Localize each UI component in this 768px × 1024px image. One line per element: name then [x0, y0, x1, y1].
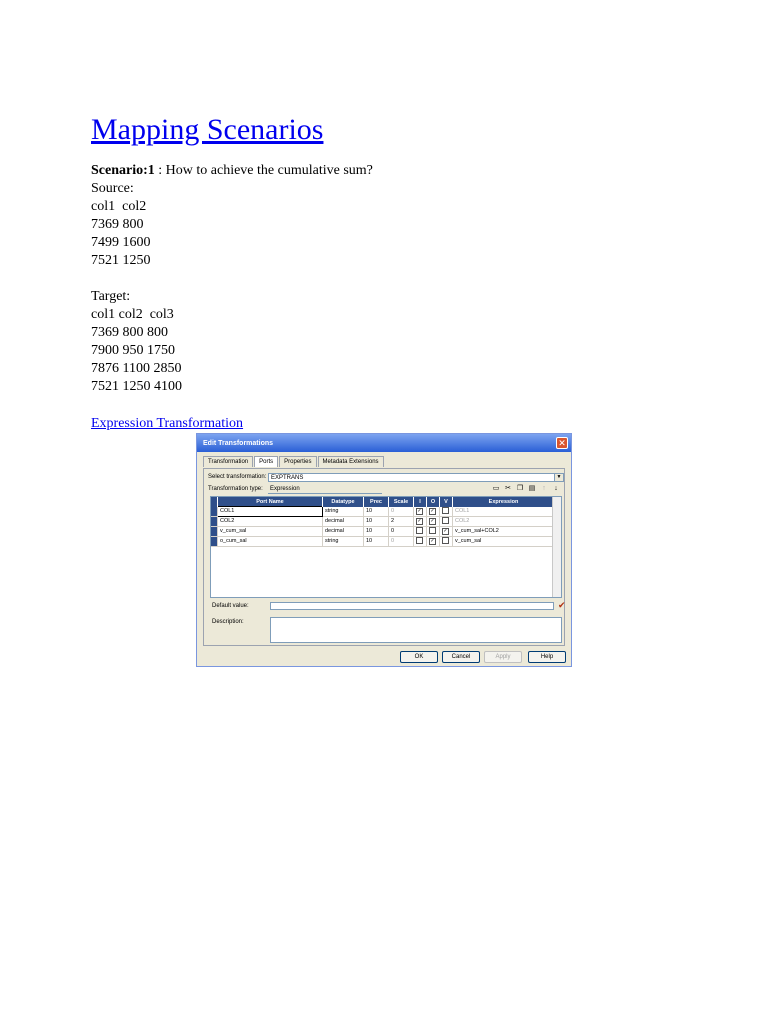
ok-button[interactable]: OK: [400, 651, 438, 663]
document: [91, 110, 731, 433]
scale-cell[interactable]: 0: [389, 526, 414, 536]
datatype-cell[interactable]: decimal: [323, 526, 364, 536]
transformation-type-value: Expression: [268, 485, 382, 494]
select-transformation-dropdown[interactable]: [268, 473, 564, 482]
ports-toolbar: [492, 485, 560, 493]
source-label: Source:: [91, 181, 134, 196]
input-checkbox[interactable]: [416, 537, 423, 544]
table-header-row: [211, 497, 555, 507]
input-checkbox[interactable]: ✓: [417, 507, 422, 514]
port-name-cell[interactable]: COL2: [218, 516, 323, 526]
select-transformation-value: EXPTRANS: [271, 475, 304, 481]
new-port-icon[interactable]: ▭: [492, 485, 500, 492]
target-line: 7876 1100 2850: [91, 361, 182, 376]
default-value-label: Default value:: [212, 603, 249, 609]
cut-icon[interactable]: ✂: [505, 485, 511, 492]
target-label: Target:: [91, 289, 131, 304]
move-up-icon[interactable]: ↑: [542, 485, 546, 492]
expression-cell[interactable]: COL2: [453, 516, 555, 526]
output-checkbox[interactable]: ✓: [430, 517, 435, 524]
description-input[interactable]: [270, 617, 562, 643]
port-name-cell[interactable]: v_cum_sal: [218, 526, 323, 536]
edit-transformations-dialog: [196, 433, 572, 667]
column-header[interactable]: Expression: [453, 497, 555, 507]
cancel-button[interactable]: Cancel: [442, 651, 480, 663]
column-header[interactable]: Datatype: [323, 497, 364, 507]
default-value-input[interactable]: [270, 602, 554, 610]
port-name-cell[interactable]: COL1: [218, 507, 323, 517]
ports-table: [211, 497, 555, 547]
output-checkbox[interactable]: ✓: [430, 537, 435, 544]
column-header[interactable]: I: [414, 497, 427, 507]
prec-cell[interactable]: 10: [364, 536, 389, 546]
column-header[interactable]: O: [427, 497, 440, 507]
transformation-type-label: Transformation type:: [208, 486, 263, 492]
prec-cell[interactable]: 10: [364, 516, 389, 526]
ports-panel: [203, 468, 565, 646]
table-row[interactable]: [211, 526, 555, 536]
prec-cell[interactable]: 10: [364, 526, 389, 536]
expression-transformation-link[interactable]: Expression Transformation: [91, 416, 244, 431]
output-checkbox[interactable]: [429, 527, 436, 534]
expression-cell[interactable]: COL1: [453, 507, 555, 517]
page-title: Mapping Scenarios: [91, 113, 324, 146]
source-line: 7369 800: [91, 217, 144, 232]
variable-checkbox[interactable]: [442, 537, 449, 544]
datatype-cell[interactable]: string: [323, 507, 364, 517]
grid-scrollbar[interactable]: [552, 497, 561, 597]
scale-cell[interactable]: 0: [389, 507, 414, 517]
tab-strip: [203, 456, 385, 467]
dialog-title: Edit Transformations: [203, 439, 274, 447]
target-line: 7521 1250 4100: [91, 379, 182, 394]
output-checkbox[interactable]: ✓: [430, 507, 435, 514]
table-row[interactable]: [211, 536, 555, 546]
tab-transformation[interactable]: Transformation: [203, 456, 253, 467]
scenario-line: [91, 162, 731, 180]
help-button[interactable]: Help: [528, 651, 566, 663]
table-row[interactable]: [211, 507, 555, 517]
description-label: Description:: [212, 619, 244, 625]
target-line: 7369 800 800: [91, 325, 168, 340]
validate-checkmark-icon[interactable]: ✔: [558, 600, 566, 610]
tab-metadata-extensions[interactable]: Metadata Extensions: [318, 456, 384, 467]
input-checkbox[interactable]: [416, 527, 423, 534]
expression-cell[interactable]: v_cum_sal: [453, 536, 555, 546]
dialog-titlebar: [197, 434, 571, 452]
column-header[interactable]: V: [440, 497, 453, 507]
source-line: 7521 1250: [91, 253, 151, 268]
expression-cell[interactable]: v_cum_sal+COL2: [453, 526, 555, 536]
table-row[interactable]: [211, 516, 555, 526]
scenario-label: Scenario:1: [91, 163, 155, 178]
source-line: col1 col2: [91, 199, 147, 214]
apply-button[interactable]: Apply: [484, 651, 522, 663]
chevron-down-icon[interactable]: ▼: [554, 474, 563, 481]
tab-ports[interactable]: Ports: [254, 456, 278, 467]
paste-icon[interactable]: ▤: [528, 485, 536, 492]
copy-icon[interactable]: ❐: [516, 485, 524, 492]
datatype-cell[interactable]: decimal: [323, 516, 364, 526]
close-icon[interactable]: ✕: [556, 437, 568, 449]
input-checkbox[interactable]: ✓: [417, 517, 422, 524]
tab-properties[interactable]: Properties: [279, 456, 316, 467]
column-header[interactable]: Prec: [364, 497, 389, 507]
variable-checkbox[interactable]: [442, 507, 449, 514]
target-line: col1 col2 col3: [91, 307, 174, 322]
target-line: 7900 950 1750: [91, 343, 175, 358]
ports-grid: [210, 496, 562, 598]
column-header[interactable]: Port Name: [218, 497, 323, 507]
scale-cell[interactable]: 0: [389, 536, 414, 546]
scenario-question: : How to achieve the cumulative sum?: [154, 163, 373, 178]
datatype-cell[interactable]: string: [323, 536, 364, 546]
scale-cell[interactable]: 2: [389, 516, 414, 526]
source-line: 7499 1600: [91, 235, 151, 250]
variable-checkbox[interactable]: ✓: [443, 527, 448, 534]
move-down-icon[interactable]: ↓: [554, 485, 558, 492]
port-name-cell[interactable]: o_cum_sal: [218, 536, 323, 546]
variable-checkbox[interactable]: [442, 517, 449, 524]
select-transformation-label: Select transformation:: [208, 474, 267, 480]
column-header[interactable]: Scale: [389, 497, 414, 507]
prec-cell[interactable]: 10: [364, 507, 389, 517]
